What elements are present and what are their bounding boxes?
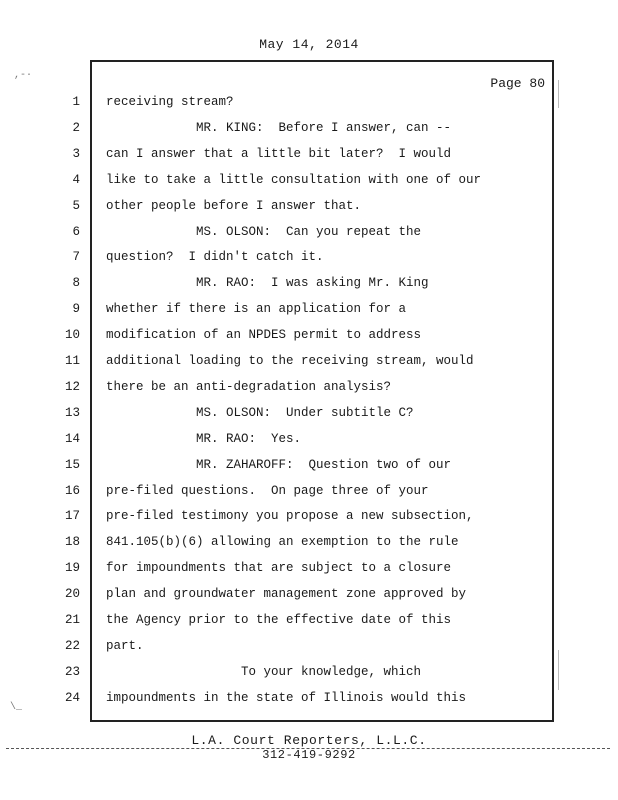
transcript-line: MR. ZAHAROFF: Question two of our	[106, 458, 452, 472]
transcript-line: MS. OLSON: Under subtitle C?	[106, 406, 414, 420]
line-number: 13	[64, 406, 80, 420]
scan-speck	[558, 650, 559, 690]
line-number: 1	[72, 95, 80, 109]
transcript-line: pre-filed questions. On page three of your	[106, 484, 429, 498]
line-number: 11	[64, 354, 80, 368]
line-number: 20	[64, 587, 80, 601]
transcript-date: May 14, 2014	[259, 37, 359, 52]
page-number: Page 80	[490, 76, 545, 91]
line-number: 23	[64, 665, 80, 679]
scan-speck	[558, 80, 559, 108]
line-number: 14	[64, 432, 80, 446]
line-number: 18	[64, 535, 80, 549]
transcript-line: MR. KING: Before I answer, can --	[106, 121, 452, 135]
transcript-line: MR. RAO: I was asking Mr. King	[106, 276, 429, 290]
line-number: 6	[72, 225, 80, 239]
line-number: 7	[72, 250, 80, 264]
line-number: 9	[72, 302, 80, 316]
transcript-line: whether if there is an application for a	[106, 302, 407, 316]
line-number: 19	[64, 561, 80, 575]
transcript-line: MR. RAO: Yes.	[106, 432, 302, 446]
line-number: 3	[72, 147, 80, 161]
line-number: 21	[64, 613, 80, 627]
transcript-line: To your knowledge, which	[106, 665, 422, 679]
transcript-line: the Agency prior to the effective date of this	[106, 613, 452, 627]
line-number: 2	[72, 121, 80, 135]
transcript-line: part.	[106, 639, 144, 653]
line-number: 12	[64, 380, 80, 394]
transcript-line: for impoundments that are subject to a closure	[106, 561, 452, 575]
scan-speck: ,-·	[14, 70, 33, 81]
line-number: 24	[64, 691, 80, 705]
line-number: 5	[72, 199, 80, 213]
scan-speck: \_	[10, 702, 23, 713]
transcript-line: question? I didn't catch it.	[106, 250, 324, 264]
transcript-line: there be an anti-degradation analysis?	[106, 380, 392, 394]
transcript-line: like to take a little consultation with one of our	[106, 173, 482, 187]
line-number: 4	[72, 173, 80, 187]
transcript-line: can I answer that a little bit later? I would	[106, 147, 452, 161]
line-number: 22	[64, 639, 80, 653]
line-number: 16	[64, 484, 80, 498]
court-reporter-phone: 312-419-9292	[262, 748, 356, 762]
transcript-line: pre-filed testimony you propose a new subsection,	[106, 509, 474, 523]
transcript-line: MS. OLSON: Can you repeat the	[106, 225, 422, 239]
transcript-line: modification of an NPDES permit to address	[106, 328, 422, 342]
transcript-line: impoundments in the state of Illinois would this	[106, 691, 467, 705]
line-number: 10	[64, 328, 80, 342]
transcript-line: plan and groundwater management zone approved by	[106, 587, 467, 601]
court-reporter-name: L.A. Court Reporters, L.L.C.	[191, 733, 427, 748]
transcript-line: 841.105(b)(6) allowing an exemption to the rule	[106, 535, 459, 549]
transcript-line: other people before I answer that.	[106, 199, 362, 213]
line-number: 8	[72, 276, 80, 290]
line-number: 17	[64, 509, 80, 523]
transcript-line: receiving stream?	[106, 95, 234, 109]
transcript-line: additional loading to the receiving stream, would	[106, 354, 474, 368]
line-number: 15	[64, 458, 80, 472]
